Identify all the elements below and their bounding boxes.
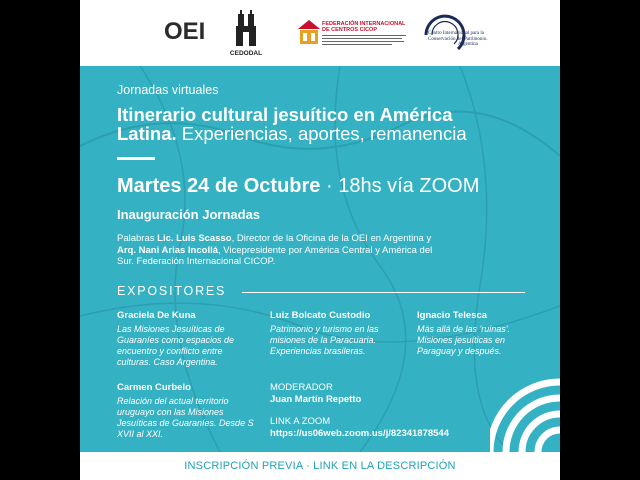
footer-bar (80, 452, 560, 480)
cedodal-label: CEDODAL (229, 50, 263, 57)
expositores-heading: EXPOSITORES (117, 284, 227, 298)
cicop-title (322, 21, 410, 33)
icc-country: Argentina (458, 42, 478, 47)
wifi-arcs-icon (490, 376, 560, 452)
registration-note: INSCRIPCIÓN PREVIA · LINK EN LA DESCRIPCIÓN (184, 460, 456, 472)
event-title-line2-rest: Experiencias, aportes, remanencia (176, 123, 467, 144)
speaker-name: Carmen Curbelo (117, 382, 191, 393)
icc-name: Centro Internacional para la Conservación del Patrimonio. (428, 31, 488, 42)
title-divider (117, 157, 155, 160)
speaker-topic: Las Misiones Jesuíticas de Guaraníes como espacios de encuentro y conflicto entre culturas. Caso Argentina. (117, 324, 235, 367)
icc-text (428, 31, 498, 48)
event-poster (80, 0, 560, 480)
cicop-line2: DE CENTROS CICOP (322, 27, 378, 33)
cicop-line1: FEDERACIÓN INTERNACIONAL (322, 21, 406, 27)
event-date-day: Martes 24 de Octubre (117, 175, 321, 197)
speech-end: , Vicepresidente por América Central y América del Sur. Federación Internacional CICOP. (117, 244, 433, 267)
speaker-name: Ignacio Telesca (417, 310, 488, 321)
speech-name-2: Arq. Nani Arias Incollá (117, 244, 219, 256)
speech-name-1: Lic. Luis Scasso (157, 233, 232, 244)
zoom-link-label: LINK A ZOOM (270, 416, 331, 427)
speaker-name: Graciela De Kuna (117, 310, 196, 321)
event-title-line1: Itinerario cultural jesuítico en América (117, 104, 453, 125)
speaker-topic: Más allá de las 'ruinas'. Misiones jesuíticas en Paraguay y después. (417, 324, 510, 356)
moderator-name: Juan Martín Repetto (270, 394, 362, 405)
cicop-fineprint (322, 34, 410, 46)
cedodal-logo-icon (226, 10, 266, 50)
moderator-label: MODERADOR (270, 382, 333, 393)
inauguration-heading: Inauguración Jornadas (117, 207, 261, 222)
icc-logo (418, 12, 518, 58)
logo-bar (80, 0, 560, 66)
event-kicker: Jornadas virtuales (117, 83, 219, 97)
speaker-topic: Relación del actual territorio uruguayo con las Misiones Jesuíticas de Guaraníes. Desde S XVII al XXI. (117, 396, 254, 439)
event-date (117, 175, 479, 198)
speech-mid: , Director de la Oficina de la OEI en Argentina y (231, 233, 432, 244)
expositores-divider (242, 292, 525, 293)
opening-remarks (117, 233, 437, 268)
oei-logo: OEI (164, 18, 206, 45)
zoom-link[interactable]: https://us06web.zoom.us/j/82341878544 (270, 428, 449, 439)
event-date-time: 18hs vía ZOOM (338, 175, 480, 197)
cedodal-logo (226, 10, 266, 60)
speaker-name: Luiz Bolcato Custodio (270, 310, 371, 321)
event-title-line2 (117, 123, 467, 145)
event-panel (80, 66, 560, 452)
event-date-separator: · (320, 175, 339, 197)
event-title-line2-bold: Latina. (117, 123, 177, 144)
speech-intro: Palabras (117, 233, 158, 244)
cicop-logo (298, 18, 410, 50)
cicop-logo-icon (298, 20, 320, 46)
speaker-topic: Patrimonio y turismo en las misiones de la Paracuaria. Experiencias brasileras. (270, 324, 379, 356)
